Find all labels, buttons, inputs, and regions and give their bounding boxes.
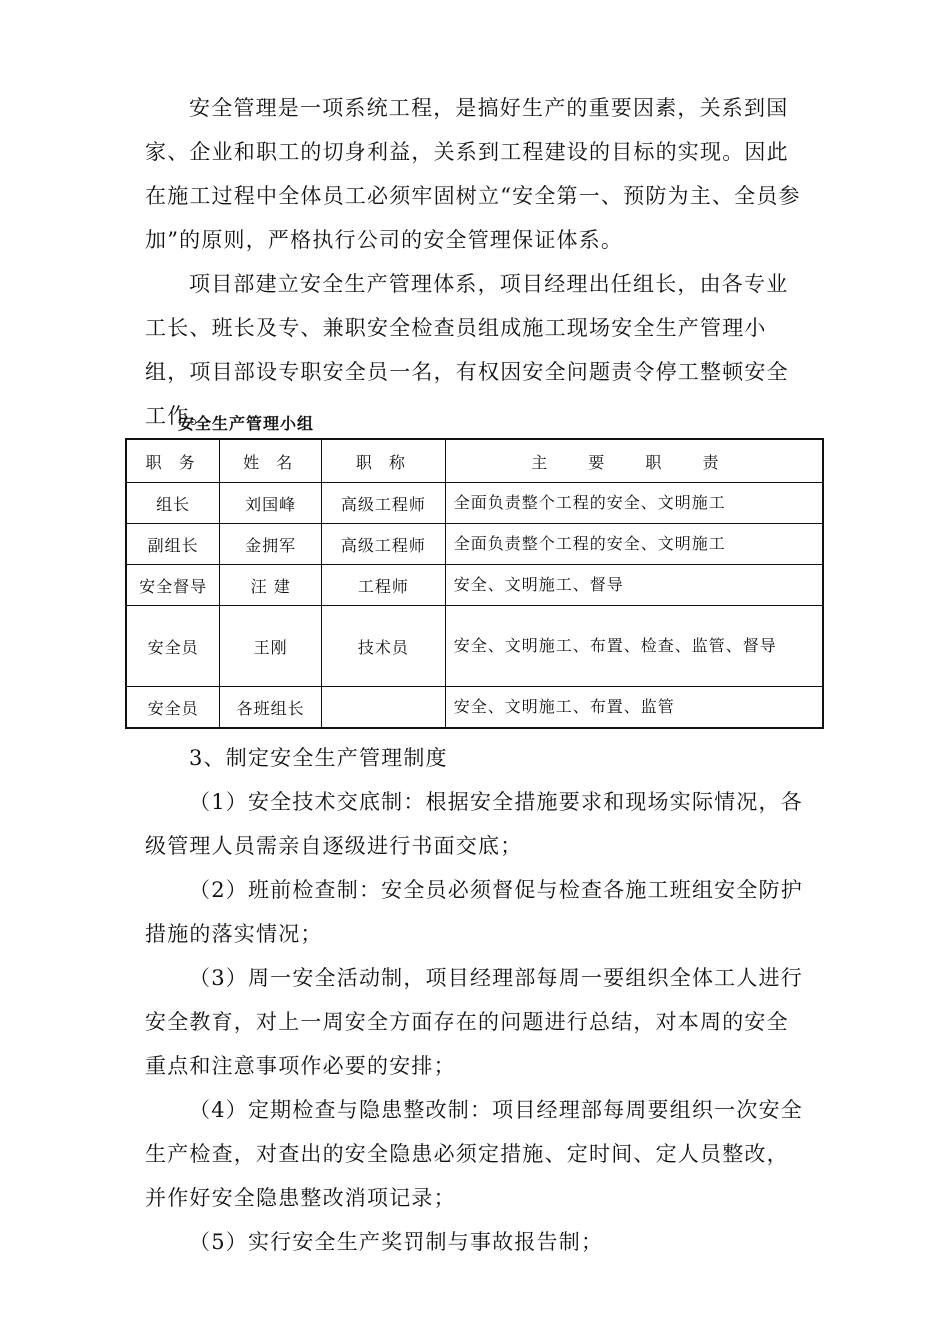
safety-group-table xyxy=(125,438,824,729)
cell-title xyxy=(322,687,446,729)
cell-position: 副组长 xyxy=(126,524,220,565)
cell-name: 金拥军 xyxy=(220,524,322,565)
table-header-row xyxy=(126,439,823,483)
cell-title: 高级工程师 xyxy=(322,483,446,524)
cell-duties: 安全、文明施工、布置、监管 xyxy=(445,687,823,729)
table-row xyxy=(126,524,823,565)
cell-name: 汪 建 xyxy=(220,565,322,606)
cell-duties: 安全、文明施工、督导 xyxy=(445,565,823,606)
rule-item-4: （4）定期检查与隐患整改制：项目经理部每周要组织一次安全生产检查，对查出的安全隐患必须定措施、定时间、定人员整改，并作好安全隐患整改消项记录； xyxy=(145,1098,803,1210)
header-name: 姓 名 xyxy=(220,439,322,483)
cell-name: 刘国峰 xyxy=(220,483,322,524)
rule-item-5: （5）实行安全生产奖罚制与事故报告制； xyxy=(189,1230,604,1254)
cell-title: 技术员 xyxy=(322,606,446,687)
table-row xyxy=(126,483,823,524)
cell-position: 安全员 xyxy=(126,606,220,687)
cell-position: 安全督导 xyxy=(126,565,220,606)
table-row xyxy=(126,565,823,606)
intro-paragraph-2: 项目部建立安全生产管理体系，项目经理出任组长，由各专业工长、班长及专、兼职安全检查员组成施工现场安全生产管理小组，项目部设专职安全员一名，有权因安全问题责令停工整顿安全工作。 xyxy=(145,272,789,428)
cell-duties: 全面负责整个工程的安全、文明施工 xyxy=(445,483,823,524)
header-title: 职 称 xyxy=(322,439,446,483)
cell-duties: 安全、文明施工、布置、检查、监管、督导 xyxy=(445,606,823,687)
cell-name: 各班组长 xyxy=(220,687,322,729)
table-caption: 安全生产管理小组 xyxy=(178,414,315,433)
cell-name: 王刚 xyxy=(220,606,322,687)
cell-position: 安全员 xyxy=(126,687,220,729)
cell-duties: 全面负责整个工程的安全、文明施工 xyxy=(445,524,823,565)
intro-paragraph-1: 安全管理是一项系统工程，是搞好生产的重要因素，关系到国家、企业和职工的切身利益，关系到工程建设的目标的实现。因此在施工过程中全体员工必须牢固树立“安全第一、预防为主、全员参加”的原则，严格执行公司的安全管理保证体系。 xyxy=(145,96,801,252)
header-position: 职 务 xyxy=(126,439,220,483)
rule-item-3: （3）周一安全活动制，项目经理部每周一要组织全体工人进行安全教育，对上一周安全方面存在的问题进行总结，对本周的安全重点和注意事项作必要的安排； xyxy=(145,966,803,1078)
rule-item-2: （2）班前检查制：安全员必须督促与检查各施工班组安全防护措施的落实情况； xyxy=(145,878,803,946)
table-row xyxy=(126,687,823,729)
cell-title: 工程师 xyxy=(322,565,446,606)
rule-item-1: （1）安全技术交底制：根据安全措施要求和现场实际情况，各级管理人员需亲自逐级进行书面交底； xyxy=(145,790,803,858)
table-row xyxy=(126,606,823,687)
cell-title: 高级工程师 xyxy=(322,524,446,565)
cell-position: 组长 xyxy=(126,483,220,524)
section-3-heading: 3、制定安全生产管理制度 xyxy=(189,746,448,770)
header-duties: 主 要 职 责 xyxy=(445,439,823,483)
